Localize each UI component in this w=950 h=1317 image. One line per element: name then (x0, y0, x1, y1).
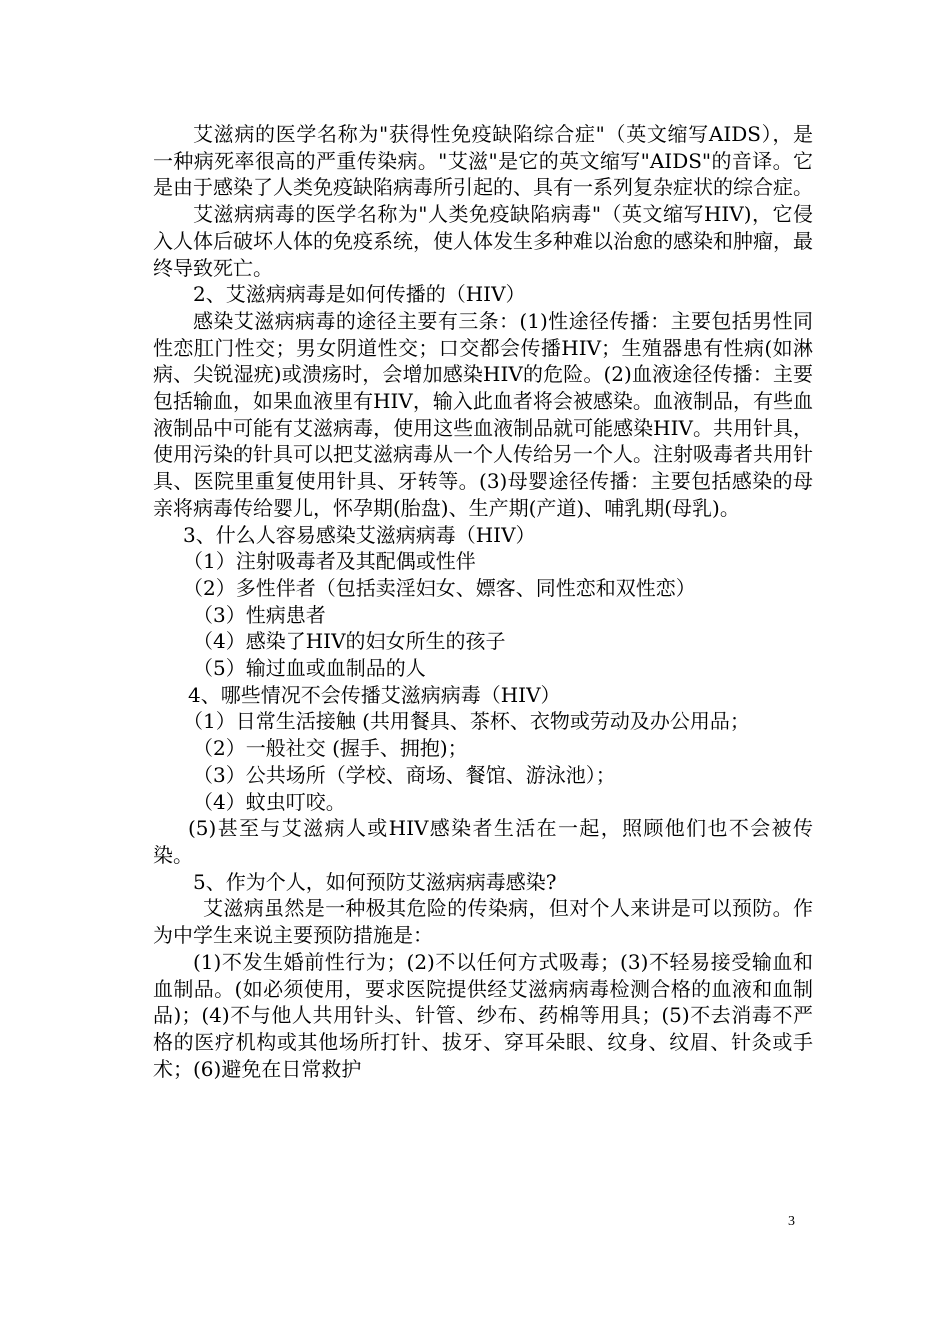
list-item-safe-5: (5)甚至与艾滋病人或HIV感染者生活在一起，照顾他们也不会被传染。 (153, 816, 813, 867)
paragraph-prevention-intro: 艾滋病虽然是一种极其危险的传染病，但对个人来讲是可以预防。作为中学生来说主要预防措施是： (153, 896, 813, 948)
paragraph-hiv-definition: 艾滋病病毒的医学名称为"人类免疫缺陷病毒"（英文缩写HIV)，它侵入人体后破坏人体的免疫系统，使人体发生多种难以治愈的感染和肿瘤，最终导致死亡。 (153, 202, 813, 280)
heading-no-transmission: 4、哪些情况不会传播艾滋病病毒（HIV） (188, 682, 561, 707)
list-item-risk-3: （3）性病患者 (193, 602, 326, 627)
list-item-risk-1: （1）注射吸毒者及其配偶或性伴 (183, 549, 476, 574)
heading-risk-groups: 3、什么人容易感染艾滋病病毒（HIV） (183, 522, 536, 547)
list-item-risk-2: （2）多性伴者（包括卖淫妇女、嫖客、同性恋和双性恋） (183, 575, 696, 600)
list-item-safe-3: （3）公共场所（学校、商场、餐馆、游泳池）； (193, 762, 616, 787)
list-item-risk-5: （5）输过血或血制品的人 (193, 656, 426, 681)
paragraph-transmission-routes: 感染艾滋病病毒的途径主要有三条：(1)性途径传播：主要包括男性同性恋肛门性交；男女阴道性交；口交都会传播HIV；生殖器患有性病(如淋病、尖锐湿疣)或溃疡时，会增加感染HIV的危险。(2)血液途径传播：主要包括输血，如果血液里有HIV，输入此血者将会被感染。血液制品，有些血液制品中可能有艾滋病毒，使用这些血液制品就可能感染HIV。共用针具，使用污染的针具可以把艾滋病毒从一个人传给另一个人。注射吸毒者共用针具、医院里重复使用针具、牙转等。(3)母婴途径传播：主要包括感染的母亲将病毒传给婴儿，怀孕期(胎盘)、生产期(产道)、哺乳期(母乳)。 (153, 308, 813, 520)
heading-transmission: 2、艾滋病病毒是如何传播的（HIV） (193, 282, 526, 307)
paragraph-aids-definition: 艾滋病的医学名称为"获得性免疫缺陷综合症"（英文缩写AIDS），是一种病死率很高的严重传染病。"艾滋"是它的英文缩写"AIDS"的音译。它是由于感染了人类免疫缺陷病毒所引起的、具有一系列复杂症状的综合症。 (153, 122, 813, 200)
paragraph-prevention-measures: (1)不发生婚前性行为；(2)不以任何方式吸毒；(3)不轻易接受输血和血制品。(如必须使用，要求医院提供经艾滋病病毒检测合格的血液和血制品)；(4)不与他人共用针头、针管、纱布、药棉等用具；(5)不去消毒不严格的医疗机构或其他场所打针、拔牙、穿耳朵眼、纹身、纹眉、针灸或手术；(6)避免在日常救护 (153, 949, 813, 1081)
list-item-safe-4: （4）蚊虫叮咬。 (193, 789, 346, 814)
page-number: 3 (788, 1214, 795, 1229)
list-item-safe-2: （2）一般社交 (握手、拥抱)； (193, 736, 468, 761)
list-item-risk-4: （4）感染了HIV的妇女所生的孩子 (193, 629, 506, 654)
list-item-safe-1: （1）日常生活接触 (共用餐具、茶杯、衣物或劳动及办公用品； (183, 709, 750, 734)
heading-prevention: 5、作为个人，如何预防艾滋病病毒感染? (193, 869, 557, 894)
document-body (153, 121, 813, 1082)
